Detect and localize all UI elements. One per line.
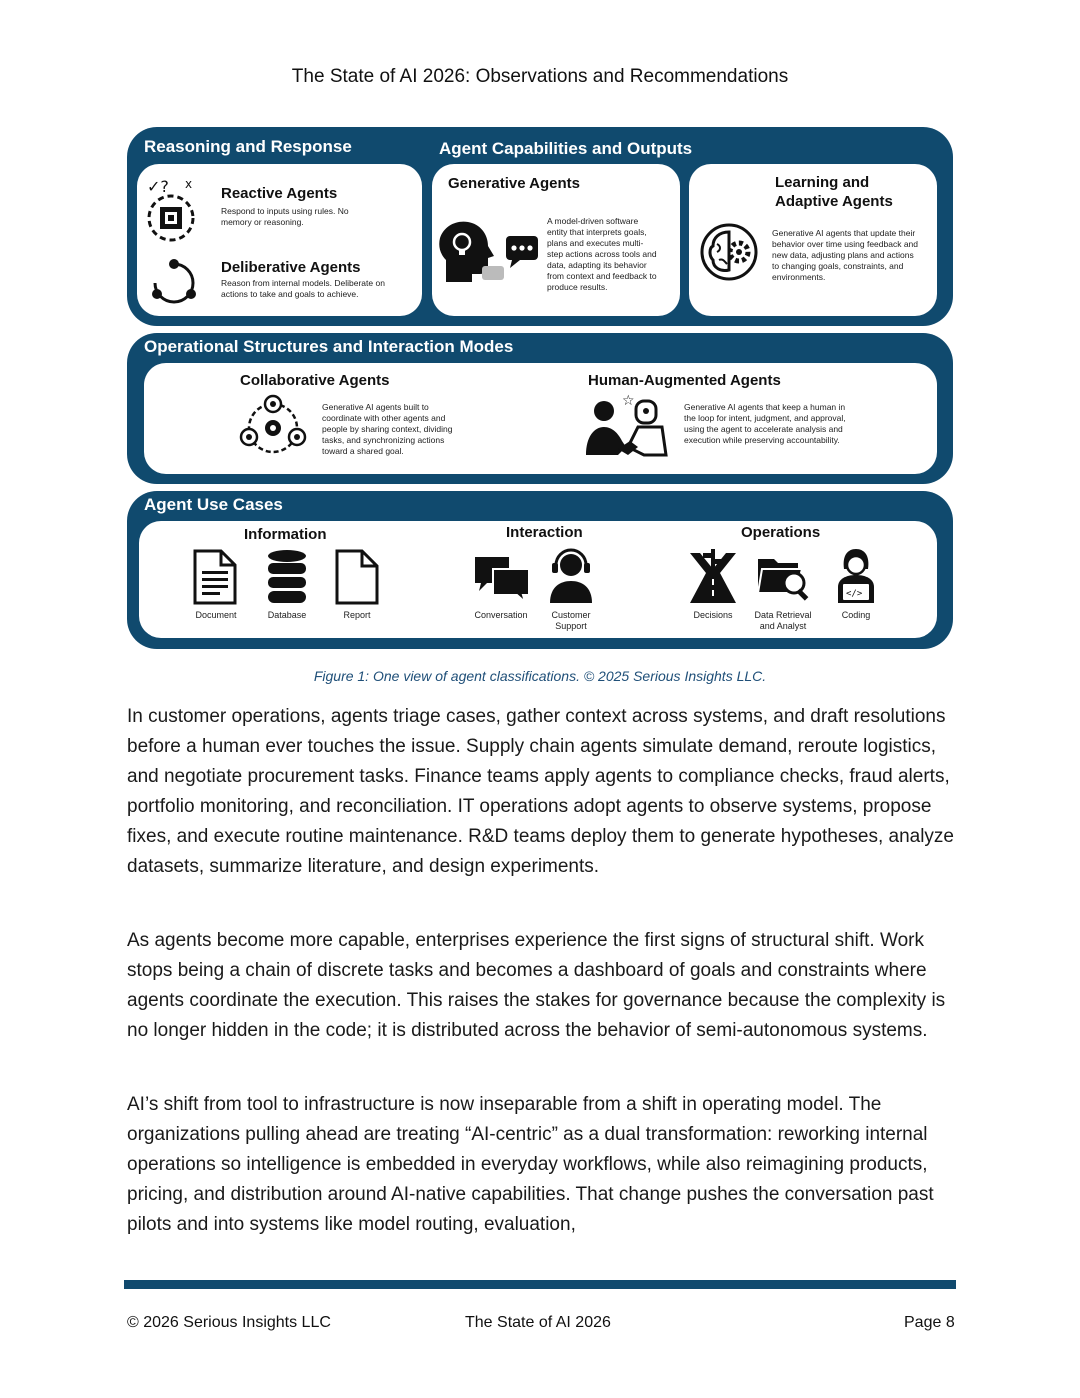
body-paragraph-1: In customer operations, agents triage cases, gather context across systems, and draft resolutions before a human ever touches the issue. Supply chain agents simulate demand, reroute logistics, and negotiate procurement tasks. Finance teams apply agents to compliance checks, fraud alerts, portfolio monitoring, and reconciliation. IT operations adopt agents to observe systems, propose fixes, and execute routine maintenance. R&D teams deploy them to generate hypotheses, analyze datasets, summarize literature, and design experiments. [127, 706, 954, 877]
label-document: Document [195, 610, 237, 620]
collaboration-network-icon [236, 395, 310, 461]
footer-rule [124, 1280, 956, 1289]
band-reasoning-capabilities [127, 127, 953, 326]
generative-agents-desc: A model-driven software entity that interprets goals, plans and executes multi-step actions across tools and data, adapting its behavior from context and feedback to produce results. [547, 216, 657, 292]
svg-text:x: x [185, 177, 193, 191]
collaborative-agents-desc: Generative AI agents built to coordinate with other agents and people by sharing context, dividing tasks, and synchronizing actions toward a shared goal. [322, 402, 453, 456]
brain-gear-icon [697, 220, 761, 284]
headset-user-icon [546, 549, 596, 605]
coder-icon [834, 547, 878, 605]
head-lightbulb-chat-icon [436, 220, 546, 290]
svg-text:☆: ☆ [622, 393, 635, 409]
deliberative-agents-title: Deliberative Agents [221, 259, 361, 276]
svg-text:✓?: ✓? [147, 177, 169, 196]
footer-copyright: © 2026 Serious Insights LLC [127, 1314, 331, 1331]
conversation-icon [473, 555, 531, 603]
chip-gear-icon [143, 176, 205, 246]
band-title-use-cases: Agent Use Cases [144, 495, 283, 514]
band-agent-use-cases [127, 491, 953, 649]
footer-doc-title: The State of AI 2026 [465, 1314, 611, 1331]
card-generative [432, 164, 680, 316]
card-use-cases [139, 521, 937, 638]
generative-agents-title: Generative Agents [448, 175, 580, 192]
label-conversation: Conversation [474, 610, 528, 620]
band-title-reasoning: Reasoning and Response [144, 137, 352, 156]
collaborative-agents-title: Collaborative Agents [240, 372, 390, 389]
label-report: Report [343, 610, 371, 620]
human-robot-handshake-icon [582, 391, 670, 463]
card-learning [689, 164, 937, 316]
body-paragraph-3: AI’s shift from tool to infrastructure is now inseparable from a shift in operating model. The organizations pulling ahead are treating “AI-centric” as a dual transformation: reworking internal operations so intelligence is embedded in everyday workflows, while also reimagining products, pricing, and distribution around AI-native capabilities. That change pushes the conversation past pilots and into systems like model routing, evaluation, [127, 1094, 934, 1235]
band-title-capabilities: Agent Capabilities and Outputs [439, 139, 693, 158]
card-reasoning [137, 164, 422, 316]
label-customer-support: Customer Support [551, 610, 591, 631]
database-icon [266, 549, 308, 605]
learning-agents-desc: Generative AI agents that update their behavior over time using feedback and new data, adjusting plans and actions to changing goals, constraints, and environments. [772, 228, 919, 282]
learning-agents-title: Learning and Adaptive Agents [775, 174, 893, 210]
band-operational-structures [127, 333, 953, 484]
label-database: Database [267, 610, 307, 620]
reactive-agents-title: Reactive Agents [221, 185, 338, 202]
report-icon [334, 549, 380, 605]
document-icon [191, 549, 239, 605]
group-operations: Operations [741, 524, 821, 541]
deliberative-agents-desc: Reason from internal models. Deliberate on actions to take and goals to achieve. [221, 278, 385, 299]
group-information: Information [244, 526, 327, 543]
label-coding: Coding [841, 610, 871, 620]
human-augmented-agents-title: Human-Augmented Agents [588, 372, 781, 389]
reactive-agents-desc: Respond to inputs using rules. No memory or reasoning. [221, 206, 349, 227]
label-decisions: Decisions [693, 610, 733, 620]
folder-search-icon [756, 553, 810, 603]
card-operational [144, 363, 937, 474]
cycle-arrows-icon [149, 258, 199, 308]
footer-page-number: Page 8 [904, 1314, 955, 1331]
page-header-title: The State of AI 2026: Observations and Recommendations [291, 66, 789, 87]
human-augmented-agents-desc: Generative AI agents that keep a human in the loop for intent, judgment, and approval, using the agent to accelerate analysis and execution while preserving accountability. [684, 402, 846, 445]
group-interaction: Interaction [506, 524, 583, 541]
svg-text:</>: </> [846, 589, 863, 599]
figure-caption: Figure 1: One view of agent classifications. © 2025 Serious Insights LLC. [313, 668, 767, 684]
crossroads-icon [688, 549, 738, 605]
label-data-retrieval: Data Retrieval and Analyst [754, 610, 812, 631]
body-paragraph-2: As agents become more capable, enterprises experience the first signs of structural shift. Work stops being a chain of discrete tasks and becomes a dashboard of goals and constraints where agents coordinate the execution. This raises the stakes for governance because the complexity is no longer hidden in the code; it is distributed across the behavior of semi-autonomous systems. [127, 930, 946, 1041]
band-title-operational: Operational Structures and Interaction Modes [144, 337, 514, 356]
